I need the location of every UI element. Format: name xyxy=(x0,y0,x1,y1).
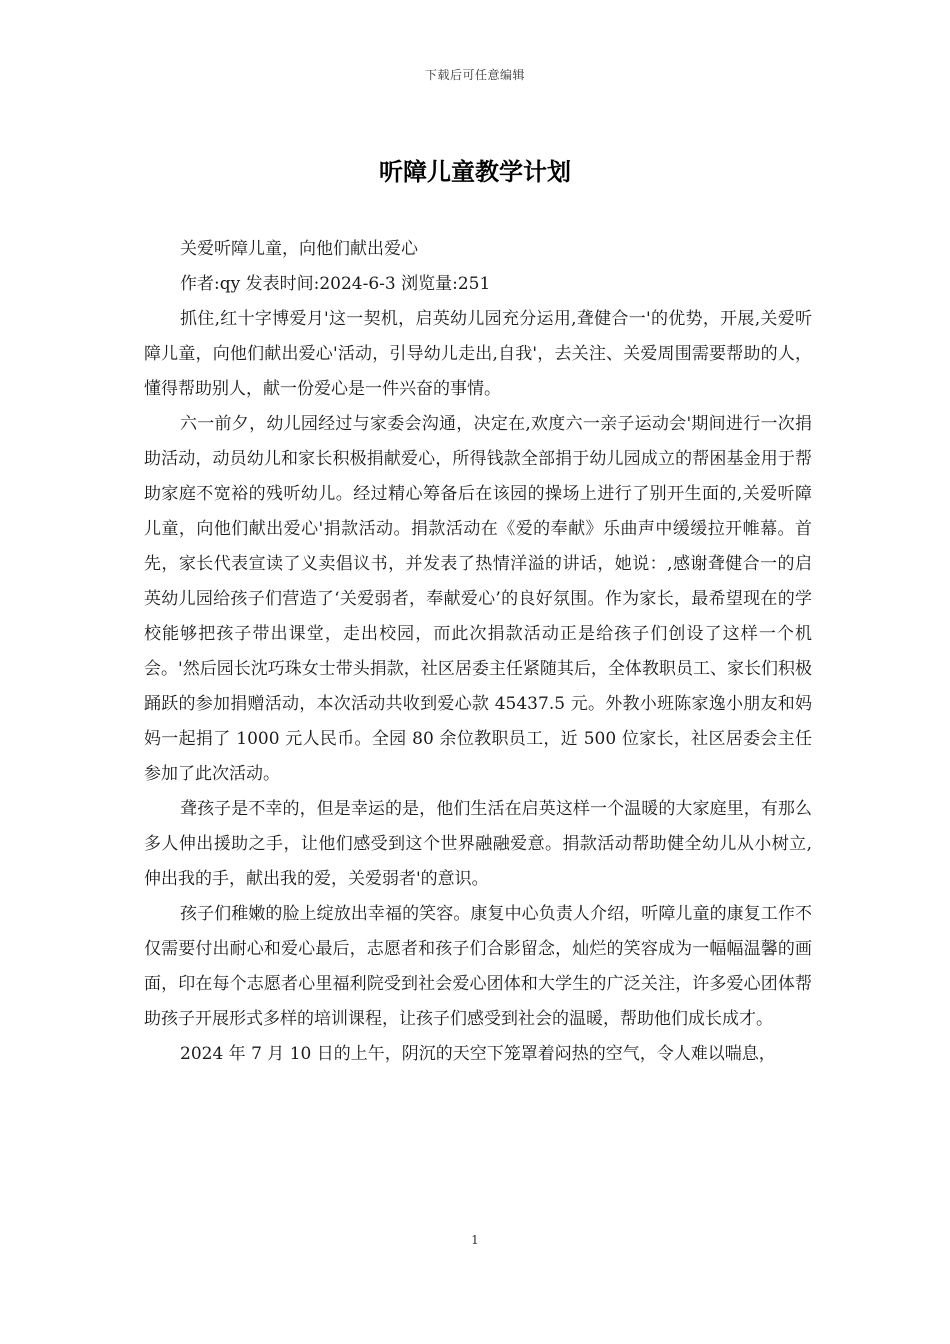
page-number: 1 xyxy=(471,1233,479,1247)
paragraph-deaf-children: 聋孩子是不幸的，但是幸运的是，他们生活在启英这样一个温暖的大家庭里，有那么多人伸出援助之手，让他们感受到这个世界融融爱意。捐款活动帮助健全幼儿从小树立,伸出我的手，献出我的爱，关爱弱者'的意识。 xyxy=(144,799,812,889)
page-header-note: 下载后可任意编辑 xyxy=(424,68,525,82)
document-title: 听障儿童教学计划 xyxy=(379,158,571,186)
paragraph-smiles: 孩子们稚嫩的脸上绽放出幸福的笑容。康复中心负责人介绍，听障儿童的康复工作不仅需要付出耐心和爱心最后，志愿者和孩子们合影留念，灿烂的笑容成为一幅幅温馨的画面，印在每个志愿者心里福利院受到社会爱心团体和大学生的广泛关注，许多爱心团体帮助孩子开展形式多样的培训课程，让孩子们感受到社会的温暖，帮助他们成长成才。 xyxy=(144,904,812,1029)
document-body xyxy=(144,232,812,1072)
paragraph-subtitle: 关爱听障儿童，向他们献出爱心 xyxy=(180,239,418,259)
paragraph-meta: 作者:qy 发表时间:2024-6-3 浏览量:251 xyxy=(180,274,491,294)
paragraph-donation: 六一前夕，幼儿园经过与家委会沟通，决定在,欢度六一亲子运动会'期间进行一次捐助活动，动员幼儿和家长积极捐献爱心，所得钱款全部捐于幼儿园成立的帮困基金用于帮助家庭不宽裕的残听幼儿。经过精心筹备后在该园的操场上进行了别开生面的,关爱听障儿童，向他们献出爱心'捐款活动。捐款活动在《爱的奉献》乐曲声中缓缓拉开帷幕。首先，家长代表宣读了义卖倡议书，并发表了热情洋溢的讲话，她说：,感谢聋健合一的启英幼儿园给孩子们营造了‘关爱弱者，奉献爱心’的良好氛围。作为家长，最希望现在的学校能够把孩子带出课堂，走出校园，而此次捐款活动正是给孩子们创设了这样一个机会。'然后园长沈巧珠女士带头捐款，社区居委主任紧随其后，全体教职员工、家长们积极踊跃的参加捐赠活动，本次活动共收到爱心款 45437.5 元。外教小班陈家逸小朋友和妈妈一起捐了 1000 元人民币。全园 80 余位教职员工，近 500 位家长，社区居委会主任参加了此次活动。 xyxy=(144,414,812,784)
paragraph-date: 2024 年 7 月 10 日的上午，阴沉的天空下笼罩着闷热的空气，令人难以喘息， xyxy=(180,1044,776,1064)
paragraph-intro: 抓住,红十字博爱月'这一契机，启英幼儿园充分运用,聋健合一'的优势，开展,关爱听障儿童，向他们献出爱心'活动，引导幼儿走出,自我'，去关注、关爱周围需要帮助的人，懂得帮助别人，献一份爱心是一件兴奋的事情。 xyxy=(144,309,812,399)
